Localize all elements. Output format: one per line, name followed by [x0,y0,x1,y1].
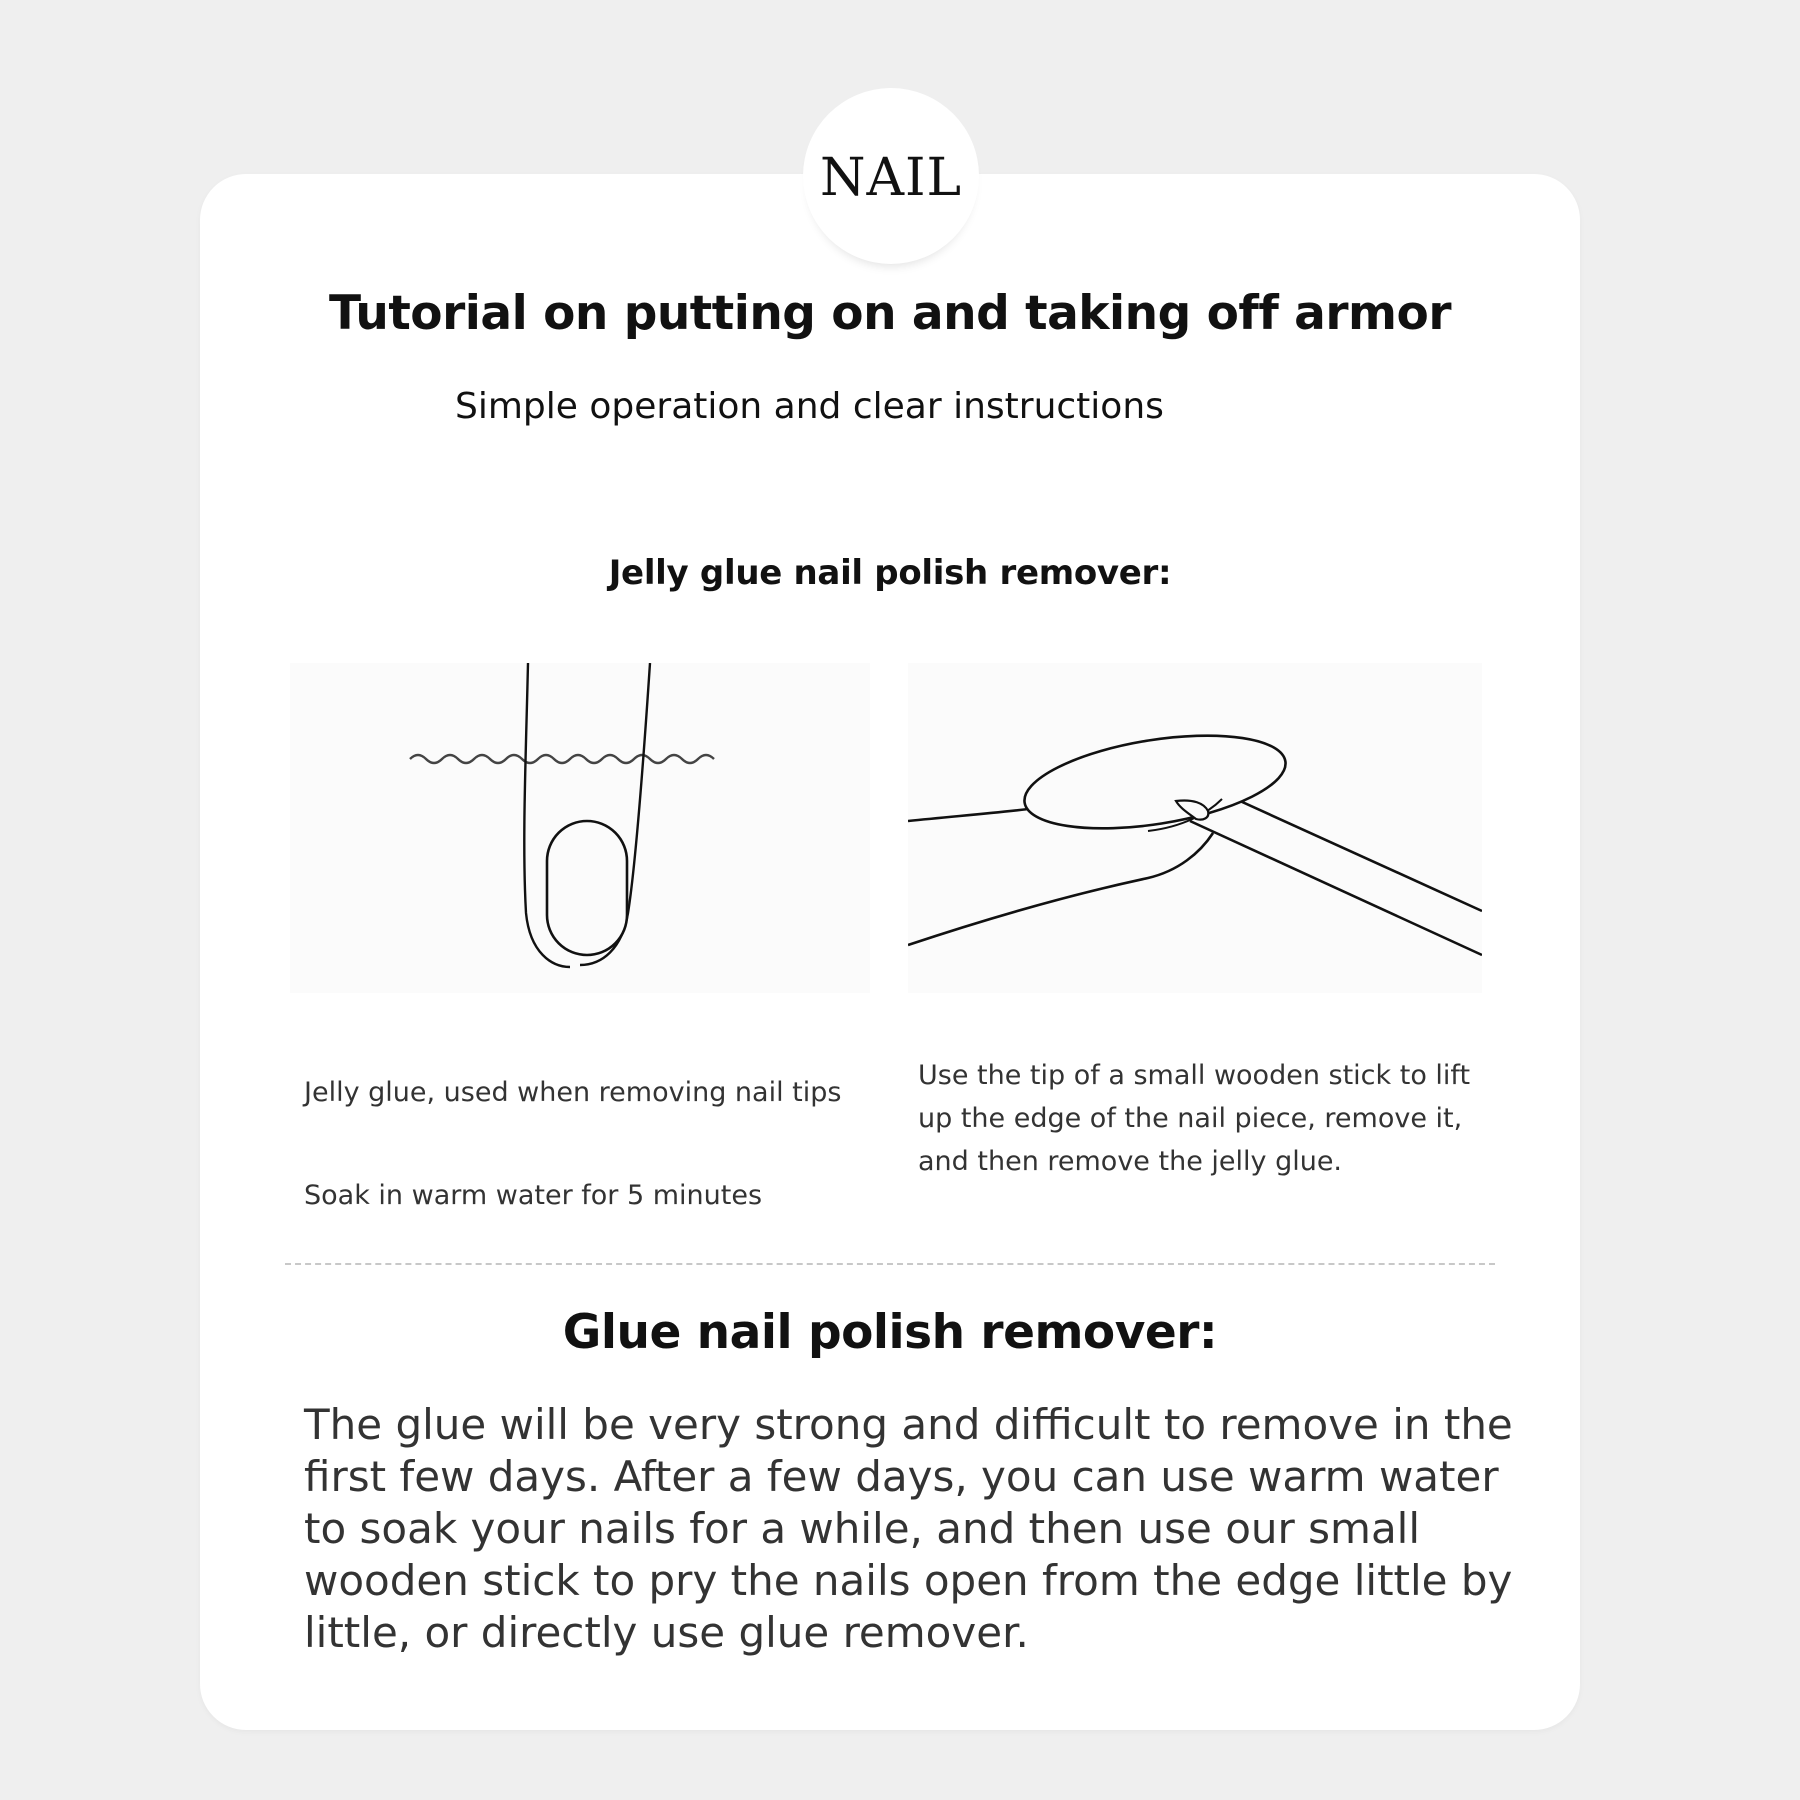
jelly-section-heading: Jelly glue nail polish remover: [608,553,1172,593]
brand-badge-text: NAIL [819,148,963,208]
jelly-step-1-caption-2: Soak in warm water for 5 minutes [304,1180,763,1211]
jelly-step-1-caption: Jelly glue, used when removing nail tips [304,1077,842,1108]
wooden-stick-lift-illustration [908,663,1482,993]
finger-soak-drawing [290,663,870,993]
glue-section-heading: Glue nail polish remover: [562,1305,1218,1360]
section-divider [285,1263,1495,1265]
wooden-stick-lift-drawing [908,663,1482,993]
glue-section-body: The glue will be very strong and difficult to remove in the first few days. After a few days, you can use warm water to soak your nails for a while, and then use our small wooden stick to pry the nails open from the edge little by little, or directly use glue remover. [304,1400,1513,1657]
jelly-step-2-caption: Use the tip of a small wooden stick to lift up the edge of the nail piece, remove it, and then remove the jelly glue. [918,1060,1471,1177]
finger-soak-illustration [290,663,870,993]
page-title: Tutorial on putting on and taking off armor [328,286,1451,341]
page-subtitle: Simple operation and clear instructions [455,386,1164,427]
brand-badge [803,88,979,264]
